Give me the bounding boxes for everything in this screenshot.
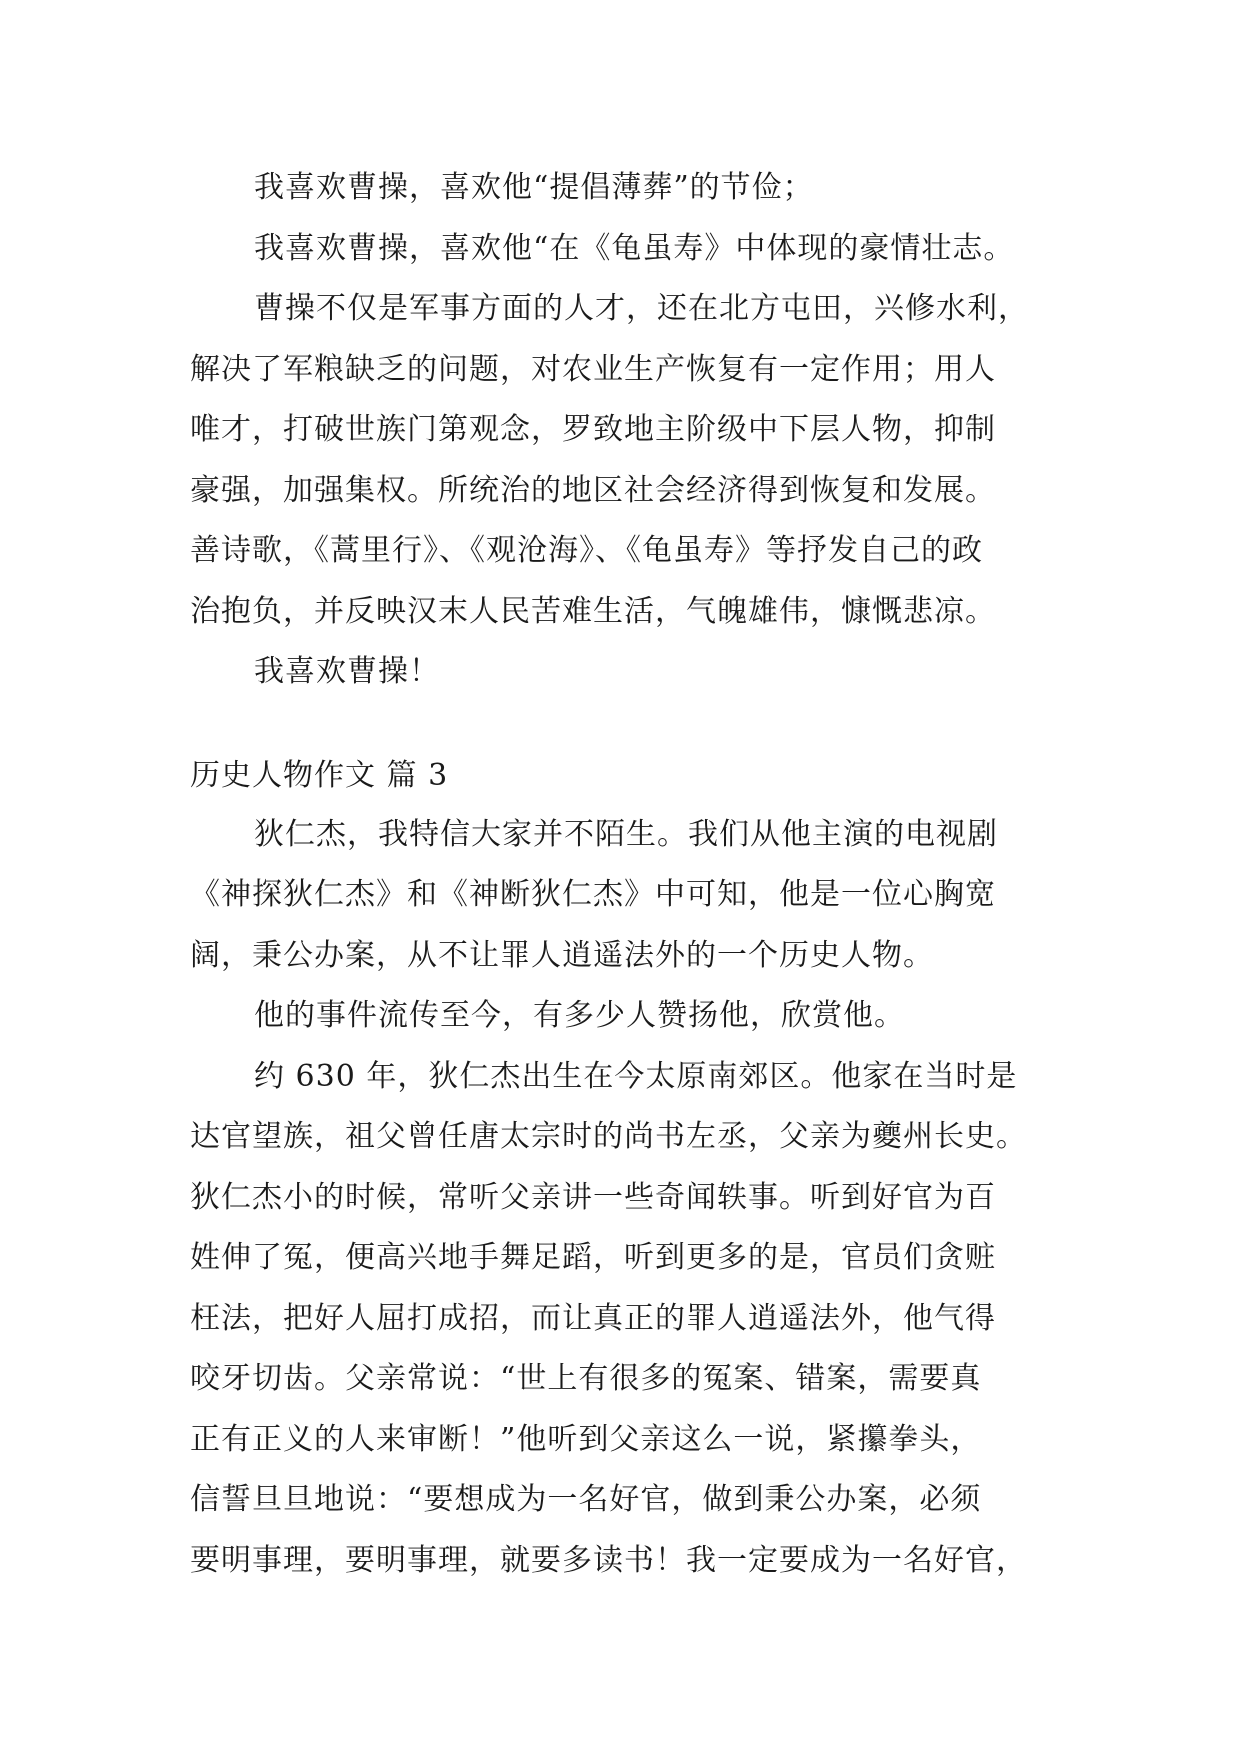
paragraph-line: 豪强，加强集权。所统治的地区社会经济得到恢复和发展。	[190, 472, 996, 508]
paragraph-line: 我喜欢曹操，喜欢他“提倡薄葬”的节俭；	[254, 170, 814, 205]
paragraph-line: 要明事理，要明事理，就要多读书！我一定要成为一名好官，	[190, 1542, 1027, 1578]
paragraph-line: 枉法，把好人屈打成招，而让真正的罪人逍遥法外，他气得	[190, 1300, 996, 1336]
paragraph-line: 咬牙切齿。父亲常说：“世上有很多的冤案、错案，需要真	[190, 1361, 982, 1396]
paragraph-line: 治抱负，并反映汉末人民苦难生活，气魄雄伟，慷慨悲凉。	[190, 593, 996, 629]
paragraph-line: 我喜欢曹操！	[254, 654, 440, 689]
section-gap	[190, 703, 1070, 747]
paragraph-line: 约 630 年，狄仁杰出生在今太原南郊区。他家在当时是	[254, 1058, 1018, 1094]
paragraph-line: 善诗歌，《蒿里行》、《观沧海》、《龟虽寿》等抒发自己的政	[190, 533, 983, 568]
paragraph-line: 狄仁杰，我特信大家并不陌生。我们从他主演的电视剧	[254, 816, 998, 852]
paragraph-line: 达官望族，祖父曾任唐太宗时的尚书左丞，父亲为夔州长史。	[190, 1119, 1027, 1154]
paragraph-line: 他的事件流传至今，有多少人赞扬他，欣赏他。	[254, 998, 905, 1033]
paragraph-line: 唯才，打破世族门第观念，罗致地主阶级中下层人物，抑制	[190, 412, 996, 447]
paragraph-line: 曹操不仅是军事方面的人才，还在北方屯田，兴修水利，	[254, 291, 1029, 326]
paragraph-line: 阔，秉公办案，从不让罪人逍遥法外的一个历史人物。	[190, 937, 934, 973]
paragraph-line: 信誓旦旦地说：“要想成为一名好官，做到秉公办案，必须	[190, 1482, 982, 1517]
paragraph-line: 姓伸了冤，便高兴地手舞足蹈，听到更多的是，官员们贪赃	[190, 1240, 996, 1275]
paragraph-line: 我喜欢曹操，喜欢他“在《龟虽寿》中体现的豪情壮志。	[254, 230, 1015, 266]
paragraph-line: 《神探狄仁杰》和《神断狄仁杰》中可知，他是一位心胸宽	[190, 877, 996, 912]
document-body	[190, 158, 1070, 1591]
paragraph-line: 正有正义的人来审断！”他听到父亲这么一说，紧攥拳头，	[190, 1421, 982, 1457]
paragraph-line: 解决了军粮缺乏的问题，对农业生产恢复有一定作用；用人	[190, 351, 996, 387]
section-heading: 历史人物作文 篇 3	[190, 757, 449, 793]
paragraph-line: 狄仁杰小的时候，常听父亲讲一些奇闻轶事。听到好官为百	[190, 1179, 996, 1215]
